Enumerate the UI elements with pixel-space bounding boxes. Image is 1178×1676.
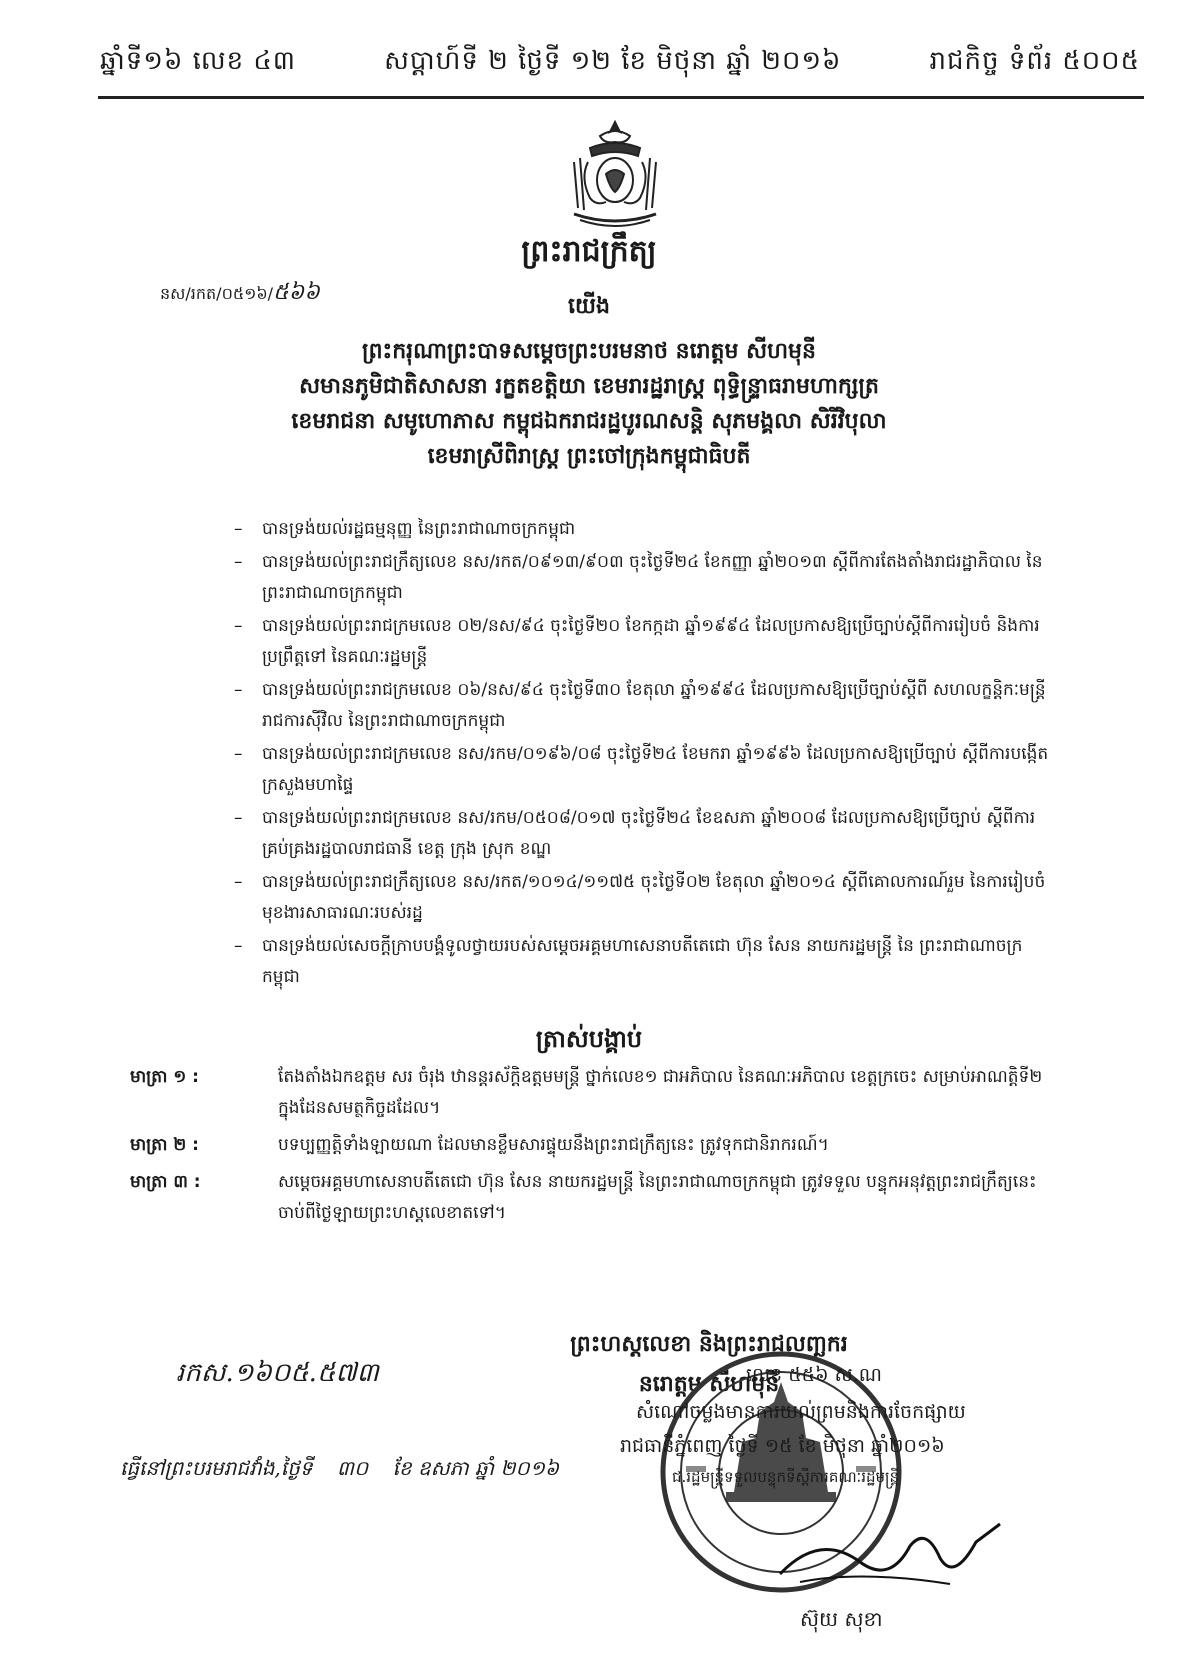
reference-printed: នស/រកត/០៥១៦/	[160, 284, 274, 303]
reference-handwritten: ៥៦៦	[273, 280, 320, 305]
place-and-date	[120, 1455, 559, 1485]
royal-title-line: ខេមរាជនា សមូហោភាស កម្ពុជឯករាជរដ្ឋបូរណសន្តិ សុភមង្គលា សិរីវិបុលា	[291, 408, 887, 434]
consideration-item: – បានទ្រង់យល់ព្រះរាជក្រឹត្យលេខ នស/រកត/០៩១៣/៩០៣ ចុះថ្ងៃទី២៤ ខែកញ្ញា ឆ្នាំ២០១៣ ស្តីពីការតែងតាំងរាជរដ្ឋាភិបាល នៃព្រះរាជាណាចក្រកម្ពុជា	[240, 547, 1050, 609]
article-3	[130, 1167, 1050, 1229]
place-date-year: ២០១៦	[500, 1456, 560, 1480]
article-text: សម្តេចអគ្គមហាសេនាបតីតេជោ ហ៊ុន សែន នាយករដ្ឋមន្ត្រី នៃព្រះរាជាណាចក្រកម្ពុជា ត្រូវទទួល បន្ទុកអនុវត្តព្រះរាជក្រឹត្យនេះ ចាប់ពីថ្ងៃឡាយព្រះហស្តលេខាតទៅ។	[278, 1172, 1037, 1223]
stamp-signer-name: ស៊ុយ សុខា	[800, 1607, 883, 1631]
stamp-office: ជ.រដ្ឋមន្ត្រីទទួលបន្ទុកទីស្តីការគណៈរដ្ឋមន្ត្រី	[672, 1468, 900, 1486]
stamp-approval: សំណៅចម្លងមានការយល់ព្រមនិងការចែកផ្សាយ	[636, 1401, 966, 1423]
considerations-list	[240, 514, 1050, 995]
place-date-middle: ខែ ឧសភា ឆ្នាំ	[392, 1456, 495, 1480]
article-label: មាត្រា ២ :	[130, 1135, 199, 1155]
handwritten-signature	[740, 1512, 1030, 1602]
royal-title-line: ព្រះករុណាព្រះបាទសម្តេចព្រះបរមនាថ នរោត្តម សីហមុនី	[362, 338, 816, 364]
consideration-item: – បានទ្រង់យល់ព្រះរាជក្រមលេខ នស/រកម/០១៩៦/០៨ ចុះថ្ងៃទី២៤ ខែមករា ឆ្នាំ១៩៩៦ ដែលប្រកាសឱ្យប្រើច្បាប់ ស្តីពីការបង្កើតក្រសួងមហាផ្ទៃ	[240, 739, 1050, 801]
stamp-location-date: រាជធានីភ្នំពេញ ថ្ងៃទី ១៥ ខែ មិថុនា ឆ្នាំ២០១៦	[620, 1435, 945, 1457]
consideration-item: – បានទ្រង់យល់ព្រះរាជក្រមលេខ នស/រកម/០៥០៨/០១៧ ចុះថ្ងៃទី២៤ ខែឧសភា ឆ្នាំ២០០៨ ដែលប្រកាសឱ្យប្រើច្បាប់ ស្តីពីការគ្រប់គ្រងរដ្ឋបាលរាជធានី ខេត្ត ក្រុង ស្រុក ខណ្ឌ	[240, 803, 1050, 865]
stamp-number: លេខ ៥៥៦ ស.ណ	[746, 1364, 882, 1386]
article-label: មាត្រា ៣ :	[130, 1172, 201, 1192]
royal-title-line: សមានភូមិជាតិសាសនា រក្ខតខត្តិយា ខេមរារដ្ឋរាស្ត្រ ពុទ្ធិន្ទ្រាធរាមហាក្សត្រ	[299, 373, 879, 399]
gazette-year-issue: ឆ្នាំទី១៦ លេខ ៤៣	[100, 46, 297, 76]
consideration-item: – បានទ្រង់យល់ព្រះរាជក្រឹត្យលេខ នស/រកត/១០១៤/១១៧៥ ចុះថ្ងៃទី០២ ខែតុលា ឆ្នាំ២០១៤ ស្តីពីគោលការណ៍រួម នៃការរៀបចំមុខងារសាធារណៈរបស់រដ្ឋ	[240, 867, 1050, 929]
place-date-day: ៣០	[336, 1456, 369, 1480]
article-text: តែងតាំងឯកឧត្តម សរ ចំរុង ឋានន្តរស័ក្តិឧត្តមមន្ត្រី ថ្នាក់លេខ១ ជាអភិបាល នៃគណៈអភិបាល ខេត្តក្រចេះ សម្រាប់អាណត្តិទី២ ក្នុងដែនសមត្ថកិច្ចដដែល។	[278, 1067, 1043, 1118]
article-label: មាត្រា ១ :	[130, 1067, 199, 1087]
place-date-prefix: ធ្វើនៅព្រះបរមរាជវាំង,ថ្ងៃទី	[120, 1456, 313, 1480]
handwritten-note: រកស.១៦០៥.៥៧៣	[176, 1358, 379, 1388]
article-2	[130, 1130, 1050, 1161]
royal-titles	[0, 334, 1178, 474]
royal-title-line: ខេមរាស្រីពិរាស្ត្រ ព្រះចៅក្រុងកម្ពុជាធិបតី	[427, 443, 751, 469]
gazette-week-date: សប្តាហ៍ទី ២ ថ្ងៃទី ១២ ខែ មិថុនា ឆ្នាំ ២០១៦	[384, 46, 842, 76]
header-divider	[98, 96, 1144, 99]
gazette-page: រាជកិច្ច ទំព័រ ៥០០៥	[929, 46, 1140, 76]
articles-section	[130, 1062, 1050, 1235]
gazette-header	[100, 44, 1140, 82]
royal-arms-emblem	[560, 118, 670, 230]
article-1	[130, 1062, 1050, 1124]
signature-title: ព្រះហស្តលេខា និងព្រះរាជលញ្ឆករ	[570, 1331, 848, 1357]
consideration-item: – បានទ្រង់យល់ព្រះរាជក្រមលេខ ០២/នស/៩៤ ចុះថ្ងៃទី២០ ខែកក្កដា ឆ្នាំ១៩៩៤ ដែលប្រកាសឱ្យប្រើច្បាប់ស្តីពីការរៀបចំ និងការប្រព្រឹត្តទៅ នៃគណៈរដ្ឋមន្ត្រី	[240, 611, 1050, 673]
consideration-item: – បានទ្រង់យល់ព្រះរាជក្រមលេខ ០៦/នស/៩៤ ចុះថ្ងៃទី៣០ ខែតុលា ឆ្នាំ១៩៩៤ ដែលប្រកាសឱ្យប្រើច្បាប់ស្តីពី សហលក្ខន្តិកៈមន្ត្រីរាជការស៊ីវិល នៃព្រះរាជាណាចក្រកម្ពុជា	[240, 675, 1050, 737]
signatory-name: នរោត្តម សីហមុនី	[638, 1371, 780, 1397]
consideration-item: – បានទ្រង់យល់រដ្ឋធម្មនុញ្ញ នៃព្រះរាជាណាចក្រកម្ពុជា	[240, 514, 1050, 545]
we-heading: យើង	[568, 293, 610, 319]
article-text: បទប្បញ្ញត្តិទាំងឡាយណា ដែលមានខ្លឹមសារផ្ទុយនឹងព្រះរាជក្រឹត្យនេះ ត្រូវទុកជានិរាករណ៍។	[278, 1135, 829, 1155]
consideration-item: – បានទ្រង់យល់សេចក្តីក្រាបបង្គំទូលថ្វាយរបស់សម្តេចអគ្គមហាសេនាបតីតេជោ ហ៊ុន សែន នាយករដ្ឋមន្ត្រី នៃ ព្រះរាជាណាចក្រកម្ពុជា	[240, 931, 1050, 993]
decree-heading: ត្រាស់បង្គាប់	[535, 1024, 643, 1053]
document-title: ព្រះរាជក្រឹត្យ	[521, 234, 657, 269]
